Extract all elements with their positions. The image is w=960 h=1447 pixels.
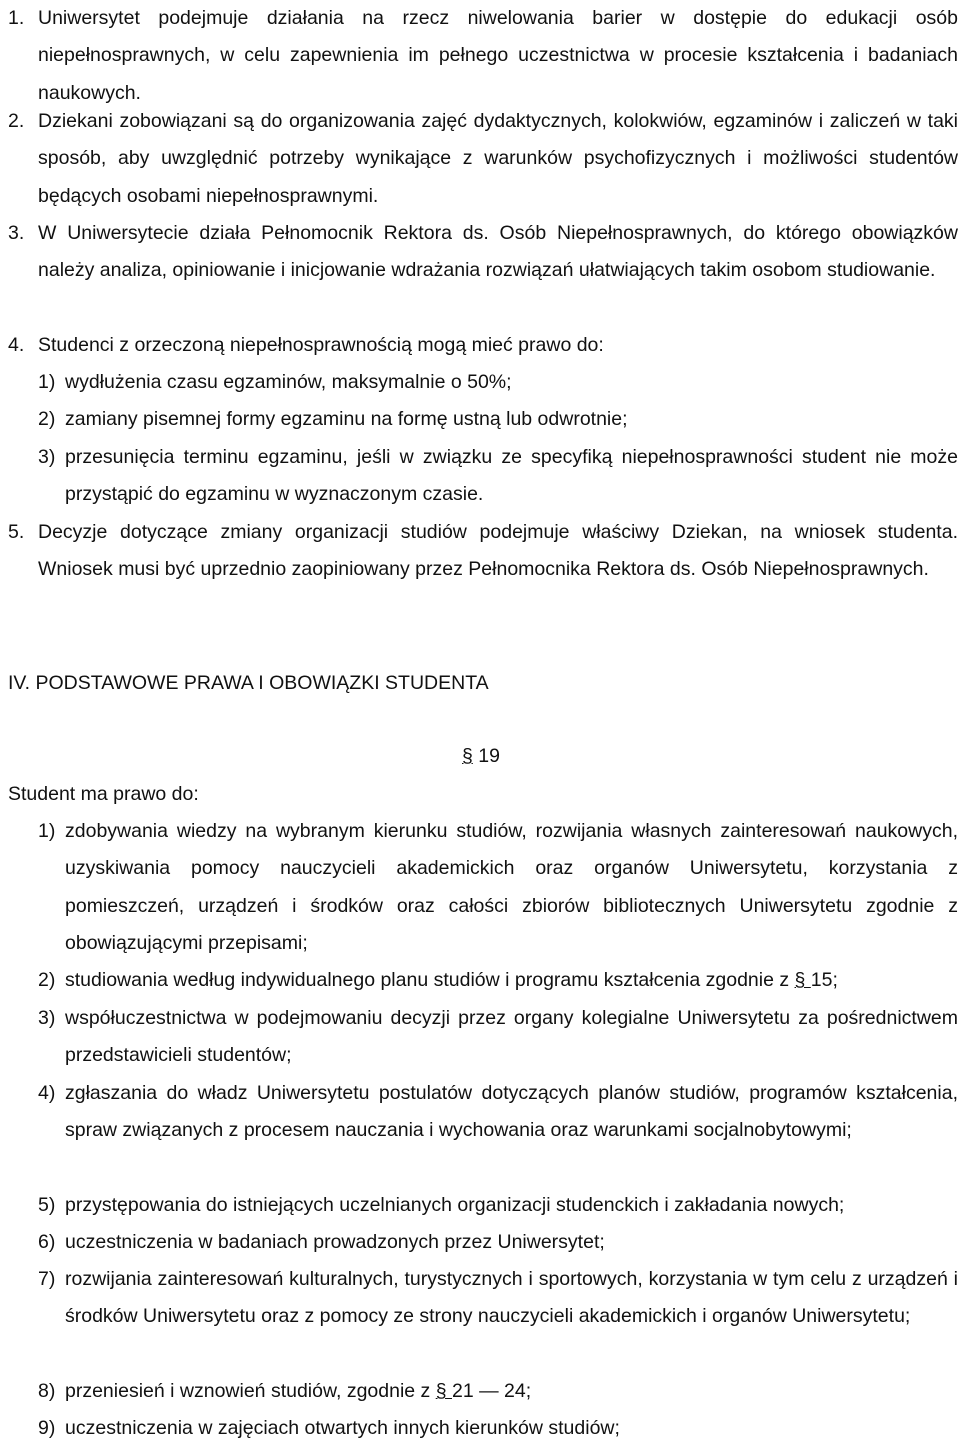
list-item [38, 813, 958, 963]
list-item-number: 5) [38, 1194, 56, 1216]
list-item-text: przesunięcia terminu egzaminu, jeśli w związku ze specyfiką niepełnosprawności student nie może przystąpić do egzaminu w wyznaczonym czasie. [65, 446, 958, 506]
paragraph-text: W Uniwersytecie działa Pełnomocnik Rektora ds. Osób Niepełnosprawnych, do którego obowiązków należy analiza, opiniowanie i inicjowanie wdrażania rozwiązań ułatwiających takim osobom studiowanie. [38, 222, 958, 282]
list-item-text: zamiany pisemnej formy egzaminu na formę ustną lub odwrotnie; [65, 408, 628, 430]
paragraph-3 [8, 215, 958, 290]
list-item-text-part: przeniesień i wznowień studiów, zgodnie z [65, 1380, 436, 1402]
list-item-number: 3) [38, 1007, 56, 1029]
list-item [38, 1373, 958, 1410]
paragraph-number: 3. [8, 222, 25, 244]
list-item-text: rozwijania zainteresowań kulturalnych, turystycznych i sportowych, korzystania w tym celu z urządzeń i środków Uniwersytetu oraz z pomocy ze strony nauczycieli akademickich i organów Uniwersytetu; [65, 1268, 958, 1328]
section-number [462, 738, 500, 775]
section-reference: 15 [810, 969, 833, 991]
list-item [38, 401, 958, 438]
list-item-text: przystępowania do istniejących uczelnianych organizacji studenckich i zakładania nowych; [65, 1194, 845, 1216]
section-heading: IV. PODSTAWOWE PRAWA I OBOWIĄZKI STUDENTA [8, 672, 489, 694]
list-item-text-part: ; [832, 969, 838, 991]
list-item-text: uczestniczenia w badaniach prowadzonych przez Uniwersytet; [65, 1231, 605, 1253]
paragraph-number: 5. [8, 521, 25, 543]
paragraph-text: Dziekani zobowiązani są do organizowania zajęć dydaktycznych, kolokwiów, egzaminów i zaliczeń w taki sposób, aby uwzględnić potrzeby wynikające z warunków psychofizycznych i możliwości studentów będących osobami niepełnosprawnymi. [38, 110, 958, 207]
list-item-text: zgłaszania do władz Uniwersytetu postulatów dotyczących planów studiów, programów kształcenia, spraw związanych z procesem nauczania i wychowania oraz warunkami socjalnobytowymi; [65, 1082, 958, 1142]
paragraph-2 [8, 103, 958, 215]
list-item-number: 4) [38, 1082, 56, 1104]
paragraph-text: Decyzje dotyczące zmiany organizacji studiów podejmuje właściwy Dziekan, na wniosek studenta. Wniosek musi być uprzednio zaopiniowany przez Pełnomocnika Rektora ds. Osób Niepełnosprawnych. [38, 521, 958, 581]
list-item-number: 2) [38, 969, 56, 991]
list-item-text: zdobywania wiedzy na wybranym kierunku studiów, rozwijania własnych zainteresowań naukowych, uzyskiwania pomocy nauczycieli akademickich oraz organów Uniwersytetu, korzystania z pomieszczeń, urządzeń i środków oraz całości zbiorów bibliotecznych Uniwersytetu zgodnie z obowiązującymi przepisami; [65, 820, 958, 955]
list-item-number: 3) [38, 446, 56, 468]
paragraph-1 [8, 0, 958, 112]
paragraph-number: 1. [8, 7, 25, 29]
list-item [38, 1075, 958, 1150]
section-sign: § [794, 969, 811, 991]
list-item-text: wydłużenia czasu egzaminów, maksymalnie o 50%; [65, 371, 512, 393]
paragraph-text: Uniwersytet podejmuje działania na rzecz niwelowania barier w dostępie do edukacji osób niepełnosprawnych, w celu zapewnienia im pełnego uczestnictwa w procesie kształcenia i badaniach naukowych. [38, 7, 958, 104]
list-item-text [65, 962, 958, 999]
list-item-number: 8) [38, 1380, 56, 1402]
list-item-text: współuczestnictwa w podejmowaniu decyzji przez organy kolegialne Uniwersytetu za pośrednictwem przedstawicieli studentów; [65, 1007, 958, 1067]
list-item-number: 7) [38, 1268, 56, 1290]
list-item [38, 364, 958, 401]
paragraph-number: 4. [8, 334, 25, 356]
paragraph-text: Studenci z orzeczoną niepełnosprawnością mogą mieć prawo do: [38, 334, 604, 356]
list-item-text-part: ; [525, 1380, 532, 1402]
list-item-number: 9) [38, 1417, 56, 1439]
list-item-text: uczestniczenia w zajęciach otwartych innych kierunków studiów; [65, 1417, 620, 1439]
list-item-text [65, 1373, 958, 1410]
list-item [38, 1261, 958, 1336]
list-item [38, 1000, 958, 1075]
list-item [38, 1224, 958, 1261]
paragraph-number: 2. [8, 110, 25, 132]
section-sign: § [435, 1380, 452, 1402]
list-item-text-part: studiowania według indywidualnego planu studiów i programu kształcenia zgodnie z [65, 969, 795, 991]
section-number-value: 19 [478, 745, 500, 767]
list-item-number: 6) [38, 1231, 56, 1253]
list-item [38, 439, 958, 514]
list-item [38, 962, 958, 999]
section-sign: § [462, 745, 473, 767]
section-reference: 21 — 24 [451, 1380, 526, 1402]
list-item-number: 2) [38, 408, 56, 430]
list-item [38, 1410, 958, 1447]
paragraph-5 [8, 514, 958, 589]
list-item [38, 1187, 958, 1224]
paragraph-4 [8, 327, 958, 364]
intro-text: Student ma prawo do: [8, 783, 199, 805]
list-item-number: 1) [38, 371, 56, 393]
list-item-number: 1) [38, 820, 56, 842]
